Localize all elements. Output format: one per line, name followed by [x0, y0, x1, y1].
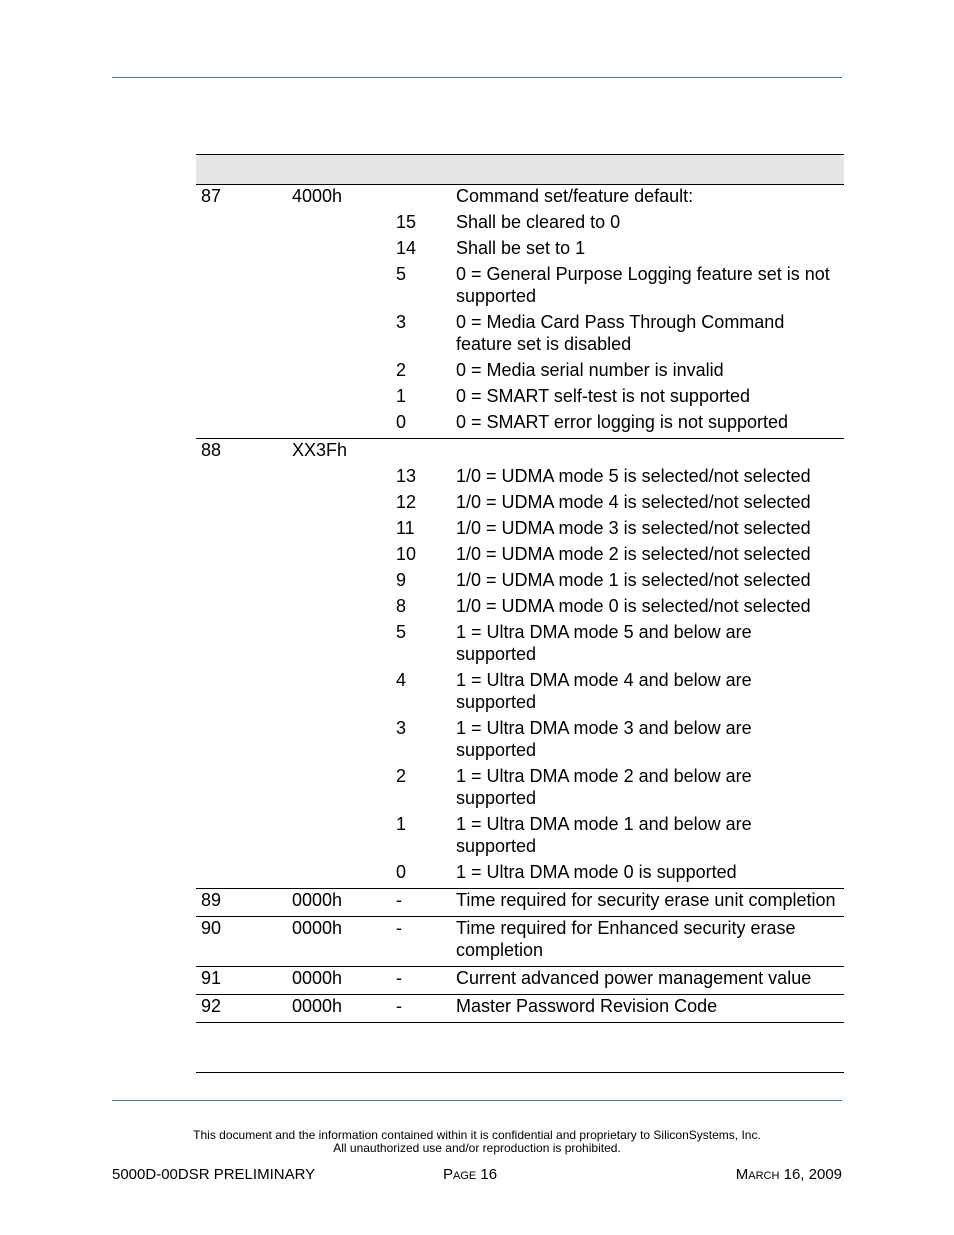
table-row	[196, 411, 844, 433]
reproduction-notice: All unauthorized use and/or reproduction is prohibited.	[333, 1141, 621, 1155]
bit-cell: -	[396, 890, 402, 910]
table-row	[196, 595, 844, 617]
document-date	[736, 1166, 842, 1185]
page-number-value: 16	[480, 1166, 498, 1183]
page-label-initial: P	[443, 1166, 454, 1183]
table-row	[196, 917, 844, 961]
description-cell: 0 = General Purpose Logging feature set is not supported	[456, 264, 830, 306]
table-row	[196, 263, 844, 307]
value-cell: 4000h	[292, 186, 343, 206]
description-cell	[456, 439, 836, 461]
description-cell: Master Password Revision Code	[456, 996, 718, 1016]
word-cell: 90	[201, 918, 222, 938]
bit-cell: 0	[396, 412, 407, 432]
table-row	[196, 765, 844, 809]
value-cell: 0000h	[292, 996, 343, 1016]
description-cell: Time required for Enhanced security erase completion	[456, 918, 796, 960]
description-cell: 1 = Ultra DMA mode 0 is supported	[456, 862, 737, 882]
bit-cell: 5	[396, 264, 407, 284]
page-label-rest: AGE	[453, 1170, 477, 1182]
table-row	[196, 385, 844, 407]
description-cell: 1 = Ultra DMA mode 4 and below are supported	[456, 670, 752, 712]
table-row-group	[196, 185, 844, 439]
value-cell: 0000h	[292, 918, 343, 938]
description-cell: 1/0 = UDMA mode 3 is selected/not selected	[456, 518, 811, 538]
table-row	[196, 491, 844, 513]
description-cell: 1/0 = UDMA mode 4 is selected/not selected	[456, 492, 811, 512]
bit-cell: 13	[396, 466, 417, 486]
table-row-group	[196, 917, 844, 967]
bit-cell: 3	[396, 312, 407, 332]
table-row	[196, 995, 844, 1017]
table-row	[196, 465, 844, 487]
bit-cell: 11	[396, 518, 415, 538]
table-row	[196, 517, 844, 539]
date-month-initial: M	[735, 1166, 749, 1183]
table-header	[196, 154, 844, 185]
table-row	[196, 185, 844, 207]
bit-cell: 9	[396, 570, 407, 590]
bit-cell: 15	[396, 212, 417, 232]
description-cell: 0 = Media serial number is invalid	[456, 360, 724, 380]
confidentiality-notice: This document and the information contained within it is confidential and proprietary to SiliconSystems, Inc.	[193, 1128, 761, 1142]
description-cell: 1 = Ultra DMA mode 3 and below are supported	[456, 718, 752, 760]
description-cell: Shall be set to 1	[456, 238, 586, 258]
description-cell: 0 = Media Card Pass Through Command feature set is disabled	[456, 312, 785, 354]
bit-cell: 10	[396, 544, 417, 564]
description-cell: Shall be cleared to 0	[456, 212, 621, 232]
table-row	[196, 211, 844, 233]
description-cell: Time required for security erase unit completion	[456, 890, 836, 910]
table-row-group	[196, 439, 844, 889]
bit-cell: 1	[396, 814, 407, 834]
header-rule	[112, 77, 842, 78]
description-cell: 1 = Ultra DMA mode 5 and below are supported	[456, 622, 752, 664]
value-cell: 0000h	[292, 968, 343, 988]
table-row	[196, 311, 844, 355]
word-cell: 87	[201, 186, 222, 206]
description-cell: Current advanced power management value	[456, 968, 812, 988]
value-cell: 0000h	[292, 890, 343, 910]
table-row	[196, 669, 844, 713]
description-cell: 1 = Ultra DMA mode 1 and below are supported	[456, 814, 752, 856]
description-cell: 1/0 = UDMA mode 1 is selected/not selected	[456, 570, 811, 590]
table-row	[196, 237, 844, 259]
word-cell: 89	[201, 890, 222, 910]
word-cell: 92	[201, 996, 222, 1016]
description-cell: 1/0 = UDMA mode 0 is selected/not selected	[456, 596, 811, 616]
word-cell: 91	[201, 968, 222, 988]
description-cell: 0 = SMART self-test is not supported	[456, 386, 750, 406]
bit-cell: -	[396, 996, 402, 1016]
table-row	[196, 717, 844, 761]
bit-cell: 14	[396, 238, 417, 258]
table-row	[196, 813, 844, 857]
table-row	[196, 439, 844, 461]
table-row	[196, 861, 844, 883]
table-row	[196, 569, 844, 591]
bit-cell: 12	[396, 492, 417, 512]
table-row	[196, 889, 844, 911]
table-row	[196, 967, 844, 989]
description-cell: 0 = SMART error logging is not supported	[456, 412, 789, 432]
table-row	[196, 621, 844, 665]
table-row-group	[196, 995, 844, 1023]
bit-cell: 2	[396, 766, 407, 786]
date-month-rest: ARCH	[748, 1170, 780, 1182]
bit-cell: 2	[396, 360, 407, 380]
bit-cell: -	[396, 918, 402, 938]
date-day-year: 16, 2009	[783, 1166, 842, 1183]
description-cell: 1 = Ultra DMA mode 2 and below are supported	[456, 766, 752, 808]
table-row	[196, 543, 844, 565]
value-cell: XX3Fh	[292, 440, 348, 460]
footer-rule	[112, 1100, 842, 1101]
table-end-rule	[196, 1072, 844, 1073]
bit-cell: 0	[396, 862, 407, 882]
word-cell: 88	[201, 440, 222, 460]
description-cell: 1/0 = UDMA mode 5 is selected/not selected	[456, 466, 811, 486]
description-cell: Command set/feature default:	[456, 186, 694, 206]
identify-data-table	[196, 185, 844, 1023]
description-cell: 1/0 = UDMA mode 2 is selected/not selected	[456, 544, 811, 564]
table-row	[196, 359, 844, 381]
bit-cell: 1	[396, 386, 407, 406]
page-number	[443, 1166, 497, 1185]
table-row-group	[196, 967, 844, 995]
bit-cell: 8	[396, 596, 407, 616]
bit-cell: 3	[396, 718, 407, 738]
bit-cell: 5	[396, 622, 407, 642]
table-row-group	[196, 889, 844, 917]
bit-cell: -	[396, 968, 402, 988]
document-id: 5000D-00DSR PRELIMINARY	[112, 1166, 316, 1183]
bit-cell: 4	[396, 670, 407, 690]
